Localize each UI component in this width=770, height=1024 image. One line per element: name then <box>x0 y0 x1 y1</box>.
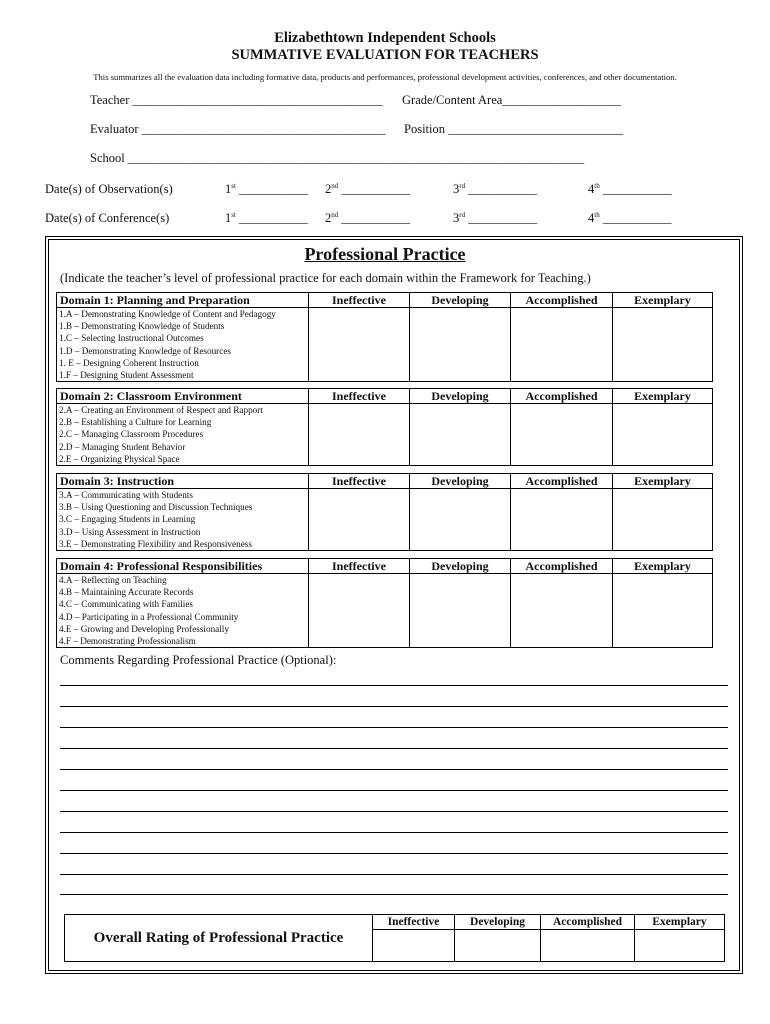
domain-4-table <box>56 558 713 648</box>
domain-2-items <box>57 404 309 466</box>
level-accomplished-header: Accomplished <box>511 559 613 574</box>
comment-line[interactable] <box>60 727 728 728</box>
domain-4-items <box>57 574 309 648</box>
overall-accomplished-header: Accomplished <box>541 915 635 930</box>
domain-1-ineffective-cell[interactable] <box>309 308 410 382</box>
domain-3-accomplished-cell[interactable] <box>511 489 613 551</box>
overall-developing-cell[interactable] <box>455 930 541 962</box>
list-item: 3.E – Demonstrating Flexibility and Responsiveness <box>59 538 252 549</box>
list-item: 3.C – Engaging Students in Learning <box>59 514 196 525</box>
domain-2-table <box>56 388 713 466</box>
conference-date-2[interactable]: 2nd ___________ <box>325 211 411 226</box>
level-ineffective-header: Ineffective <box>309 474 410 489</box>
conference-dates-label: Date(s) of Conference(s) <box>45 211 170 225</box>
list-item: 3.A – Communicating with Students <box>59 490 193 500</box>
school-name: Elizabethtown Independent Schools <box>274 30 496 46</box>
domain-4-name: Domain 4: Professional Responsibilities <box>57 559 309 574</box>
domain-3-name: Domain 3: Instruction <box>57 474 309 489</box>
school-field[interactable]: School _________________________________________________________________________ <box>90 151 585 165</box>
practice-title: Professional Practice <box>304 244 466 264</box>
domain-4-ineffective-cell[interactable] <box>309 574 410 648</box>
observation-date-3[interactable]: 3rd ___________ <box>453 182 537 197</box>
level-accomplished-header: Accomplished <box>511 474 613 489</box>
overall-ineffective-header: Ineffective <box>373 915 455 930</box>
list-item: 2.E – Organizing Physical Space <box>59 453 180 464</box>
domain-4-exemplary-cell[interactable] <box>613 574 713 648</box>
overall-developing-header: Developing <box>455 915 541 930</box>
teacher-field[interactable]: Teacher ________________________________________ <box>90 93 383 107</box>
comment-line[interactable] <box>60 832 728 833</box>
domain-2-accomplished-cell[interactable] <box>511 404 613 466</box>
observation-date-4[interactable]: 4th ___________ <box>588 182 672 197</box>
list-item: 4.F – Demonstrating Professionalism <box>59 636 196 647</box>
overall-accomplished-cell[interactable] <box>541 930 635 962</box>
domain-1-accomplished-cell[interactable] <box>511 308 613 382</box>
comment-line[interactable] <box>60 874 728 875</box>
practice-instruction: (Indicate the teacher’s level of professional practice for each domain within the Framework for Teaching.) <box>60 271 591 285</box>
domain-3-ineffective-cell[interactable] <box>309 489 410 551</box>
list-item: 3.B – Using Questioning and Discussion Techniques <box>59 502 253 513</box>
position-field[interactable]: Position ____________________________ <box>404 122 624 136</box>
level-accomplished-header: Accomplished <box>511 389 613 404</box>
level-exemplary-header: Exemplary <box>613 293 713 308</box>
level-developing-header: Developing <box>410 474 511 489</box>
comment-line[interactable] <box>60 769 728 770</box>
conference-date-3[interactable]: 3rd ___________ <box>453 211 537 226</box>
list-item: 1.A – Demonstrating Knowledge of Content and Pedagogy <box>59 309 276 319</box>
list-item: 4.E – Growing and Developing Professionally <box>59 623 229 634</box>
level-ineffective-header: Ineffective <box>309 293 410 308</box>
level-exemplary-header: Exemplary <box>613 559 713 574</box>
observation-dates-label: Date(s) of Observation(s) <box>45 182 173 196</box>
comment-line[interactable] <box>60 811 728 812</box>
conference-date-4[interactable]: 4th ___________ <box>588 211 672 226</box>
comments-label: Comments Regarding Professional Practice (Optional): <box>60 653 337 667</box>
domain-2-exemplary-cell[interactable] <box>613 404 713 466</box>
observation-date-1[interactable]: 1st ___________ <box>225 182 308 197</box>
list-item: 1.C – Selecting Instructional Outcomes <box>59 333 204 344</box>
domain-2-name: Domain 2: Classroom Environment <box>57 389 309 404</box>
list-item: 1.D – Demonstrating Knowledge of Resources <box>59 345 231 356</box>
level-accomplished-header: Accomplished <box>511 293 613 308</box>
list-item: 4.D – Participating in a Professional Community <box>59 611 239 622</box>
comment-line[interactable] <box>60 706 728 707</box>
domain-1-table <box>56 292 713 382</box>
list-item: 4.B – Maintaining Accurate Records <box>59 587 194 598</box>
level-ineffective-header: Ineffective <box>309 559 410 574</box>
domain-3-items <box>57 489 309 551</box>
domain-2-developing-cell[interactable] <box>410 404 511 466</box>
overall-rating-table <box>64 914 725 962</box>
domain-4-accomplished-cell[interactable] <box>511 574 613 648</box>
list-item: 3.D – Using Assessment in Instruction <box>59 526 201 537</box>
list-item: 2.C – Managing Classroom Procedures <box>59 429 204 440</box>
evaluator-field[interactable]: Evaluator _______________________________________ <box>90 122 386 136</box>
domain-3-exemplary-cell[interactable] <box>613 489 713 551</box>
list-item: 2.A – Creating an Environment of Respect and Rapport <box>59 405 263 415</box>
observation-date-2[interactable]: 2nd ___________ <box>325 182 411 197</box>
overall-ineffective-cell[interactable] <box>373 930 455 962</box>
comment-line[interactable] <box>60 748 728 749</box>
list-item: 2.D – Managing Student Behavior <box>59 441 186 452</box>
level-ineffective-header: Ineffective <box>309 389 410 404</box>
grade-content-field[interactable]: Grade/Content Area___________________ <box>402 93 622 107</box>
overall-rating-label: Overall Rating of Professional Practice <box>65 915 373 962</box>
domain-1-exemplary-cell[interactable] <box>613 308 713 382</box>
comment-line[interactable] <box>60 790 728 791</box>
domain-1-items <box>57 308 309 382</box>
list-item: 1.B – Demonstrating Knowledge of Students <box>59 321 225 332</box>
level-developing-header: Developing <box>410 559 511 574</box>
level-developing-header: Developing <box>410 389 511 404</box>
domain-3-developing-cell[interactable] <box>410 489 511 551</box>
list-item: 4.C – Communicating with Families <box>59 599 193 610</box>
domain-1-name: Domain 1: Planning and Preparation <box>57 293 309 308</box>
comment-line[interactable] <box>60 685 728 686</box>
list-item: 1. E – Designing Coherent Instruction <box>59 357 199 368</box>
comment-line[interactable] <box>60 853 728 854</box>
overall-exemplary-header: Exemplary <box>635 915 725 930</box>
comment-line[interactable] <box>60 894 728 895</box>
overall-exemplary-cell[interactable] <box>635 930 725 962</box>
form-title: SUMMATIVE EVALUATION FOR TEACHERS <box>231 47 539 63</box>
level-exemplary-header: Exemplary <box>613 389 713 404</box>
level-developing-header: Developing <box>410 293 511 308</box>
level-exemplary-header: Exemplary <box>613 474 713 489</box>
domain-2-ineffective-cell[interactable] <box>309 404 410 466</box>
list-item: 4.A – Reflecting on Teaching <box>59 575 167 585</box>
conference-date-1[interactable]: 1st ___________ <box>225 211 308 226</box>
domain-4-developing-cell[interactable] <box>410 574 511 648</box>
form-description: This summarizes all the evaluation data including formative data, products and performances, professional development activities, conferences, and other documentation. <box>93 72 677 82</box>
list-item: 2.B – Establishing a Culture for Learning <box>59 417 212 428</box>
domain-1-developing-cell[interactable] <box>410 308 511 382</box>
list-item: 1.F – Designing Student Assessment <box>59 370 194 381</box>
domain-3-table <box>56 473 713 551</box>
